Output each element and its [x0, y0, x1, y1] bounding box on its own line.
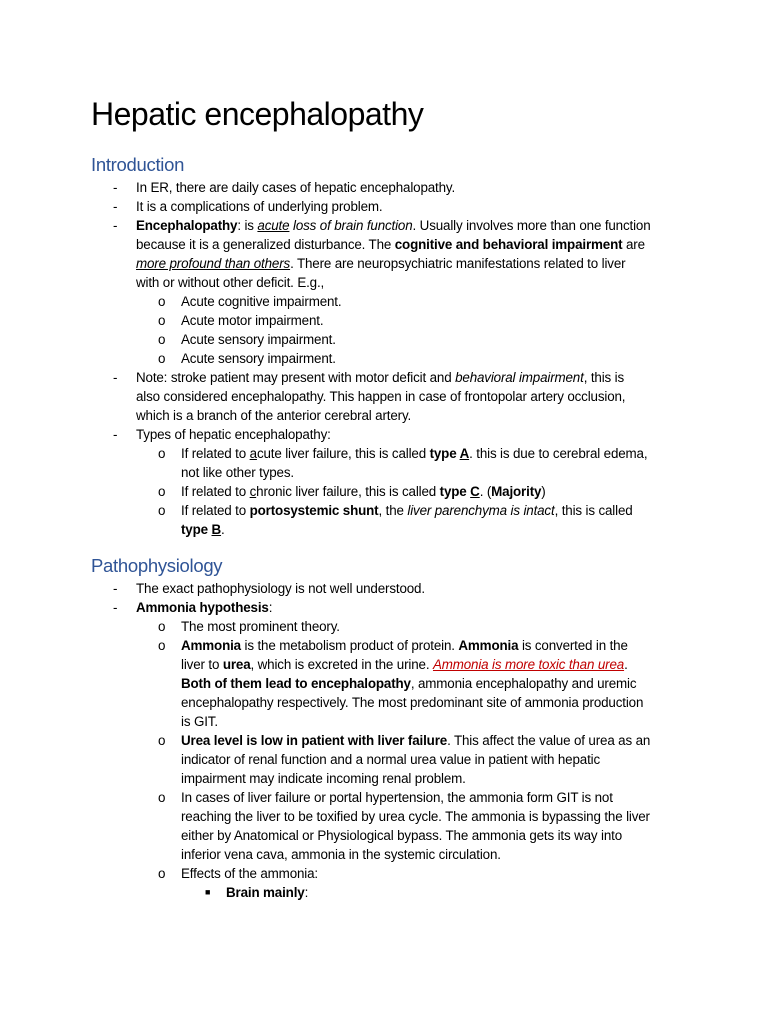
dash-bullet: -	[113, 218, 118, 233]
dash-bullet: -	[113, 427, 118, 442]
circle-bullet: o	[158, 503, 166, 518]
sub-list-item-continuation: not like other types.	[181, 465, 294, 480]
sub-list-item-continuation: Both of them lead to encephalopathy, ammonia encephalopathy and uremic	[181, 676, 637, 691]
highlighted-text: Ammonia is more toxic than urea	[432, 657, 625, 672]
sub-list-item-continuation: indicator of renal function and a normal urea value in patient with hepatic	[181, 752, 601, 767]
sub-list-item: If related to portosystemic shunt, the liver parenchyma is intact, this is called	[181, 503, 633, 518]
dash-bullet: -	[113, 581, 118, 596]
circle-bullet: o	[158, 733, 166, 748]
sub-list-item: In cases of liver failure or portal hypertension, the ammonia form GIT is not	[181, 790, 613, 805]
section-heading-pathophysiology: Pathophysiology	[91, 555, 223, 576]
list-item-continuation: because it is a generalized disturbance. The cognitive and behavioral impairment are	[136, 237, 645, 252]
sub-list-item: If related to acute liver failure, this is called type A. this is due to cerebral edema,	[181, 446, 648, 461]
circle-bullet: o	[158, 866, 166, 881]
circle-bullet: o	[158, 638, 166, 653]
sub-list-item-continuation: impairment may indicate incoming renal problem.	[181, 771, 466, 786]
list-item: It is a complications of underlying problem.	[136, 199, 383, 214]
dash-bullet: -	[113, 180, 118, 195]
circle-bullet: o	[158, 332, 166, 347]
sub-list-item: Acute sensory impairment.	[181, 351, 336, 366]
list-item-continuation: also considered encephalopathy. This happen in case of frontopolar artery occlusion,	[136, 389, 626, 404]
sub-list-item-continuation: type B.	[181, 522, 225, 537]
list-item: Ammonia hypothesis:	[136, 600, 273, 615]
sub-list-item: Acute motor impairment.	[181, 313, 324, 328]
circle-bullet: o	[158, 790, 166, 805]
sub-list-item-continuation: either by Anatomical or Physiological bypass. The ammonia gets its way into	[181, 828, 623, 843]
circle-bullet: o	[158, 351, 166, 366]
sub-list-item: The most prominent theory.	[181, 619, 340, 634]
dash-bullet: -	[113, 600, 118, 615]
list-item: Encephalopathy: is acute loss of brain function. Usually involves more than one function	[136, 218, 651, 233]
sub-list-item-continuation: inferior vena cava, ammonia in the systemic circulation.	[181, 847, 501, 862]
list-item: In ER, there are daily cases of hepatic encephalopathy.	[136, 180, 456, 195]
circle-bullet: o	[158, 313, 166, 328]
list-item: Note: stroke patient may present with motor deficit and behavioral impairment, this is	[136, 370, 625, 385]
sub-sub-list-item: Brain mainly:	[226, 885, 309, 900]
circle-bullet: o	[158, 446, 166, 461]
sub-list-item-continuation: encephalopathy respectively. The most predominant site of ammonia production	[181, 695, 644, 710]
sub-list-item-continuation: reaching the liver to be toxified by urea cycle. The ammonia is bypassing the liver	[181, 809, 650, 824]
circle-bullet: o	[158, 294, 166, 309]
square-bullet: ■	[205, 887, 211, 897]
circle-bullet: o	[158, 619, 166, 634]
circle-bullet: o	[158, 484, 166, 499]
sub-list-item: Ammonia is the metabolism product of protein. Ammonia is converted in the	[181, 638, 628, 653]
list-item-continuation: with or without other deficit. E.g.,	[136, 275, 325, 290]
list-item: Types of hepatic encephalopathy:	[136, 427, 331, 442]
list-item: The exact pathophysiology is not well understood.	[136, 581, 425, 596]
sub-list-item: Acute cognitive impairment.	[181, 294, 342, 309]
dash-bullet: -	[113, 370, 118, 385]
dash-bullet: -	[113, 199, 118, 214]
sub-list-item: Effects of the ammonia:	[181, 866, 318, 881]
page-title: Hepatic encephalopathy	[91, 96, 424, 132]
list-item-continuation: more profound than others. There are neuropsychiatric manifestations related to liver	[136, 256, 626, 271]
list-item-continuation: which is a branch of the anterior cerebral artery.	[136, 408, 412, 423]
sub-list-item-continuation: is GIT.	[181, 714, 218, 729]
section-heading-introduction: Introduction	[91, 154, 185, 175]
sub-list-item: Acute sensory impairment.	[181, 332, 336, 347]
sub-list-item-continuation: liver to urea, which is excreted in the urine. Ammonia is more toxic than urea.	[181, 657, 628, 672]
sub-list-item: If related to chronic liver failure, this is called type C. (Majority)	[181, 484, 546, 499]
sub-list-item: Urea level is low in patient with liver failure. This affect the value of urea as an	[181, 733, 651, 748]
